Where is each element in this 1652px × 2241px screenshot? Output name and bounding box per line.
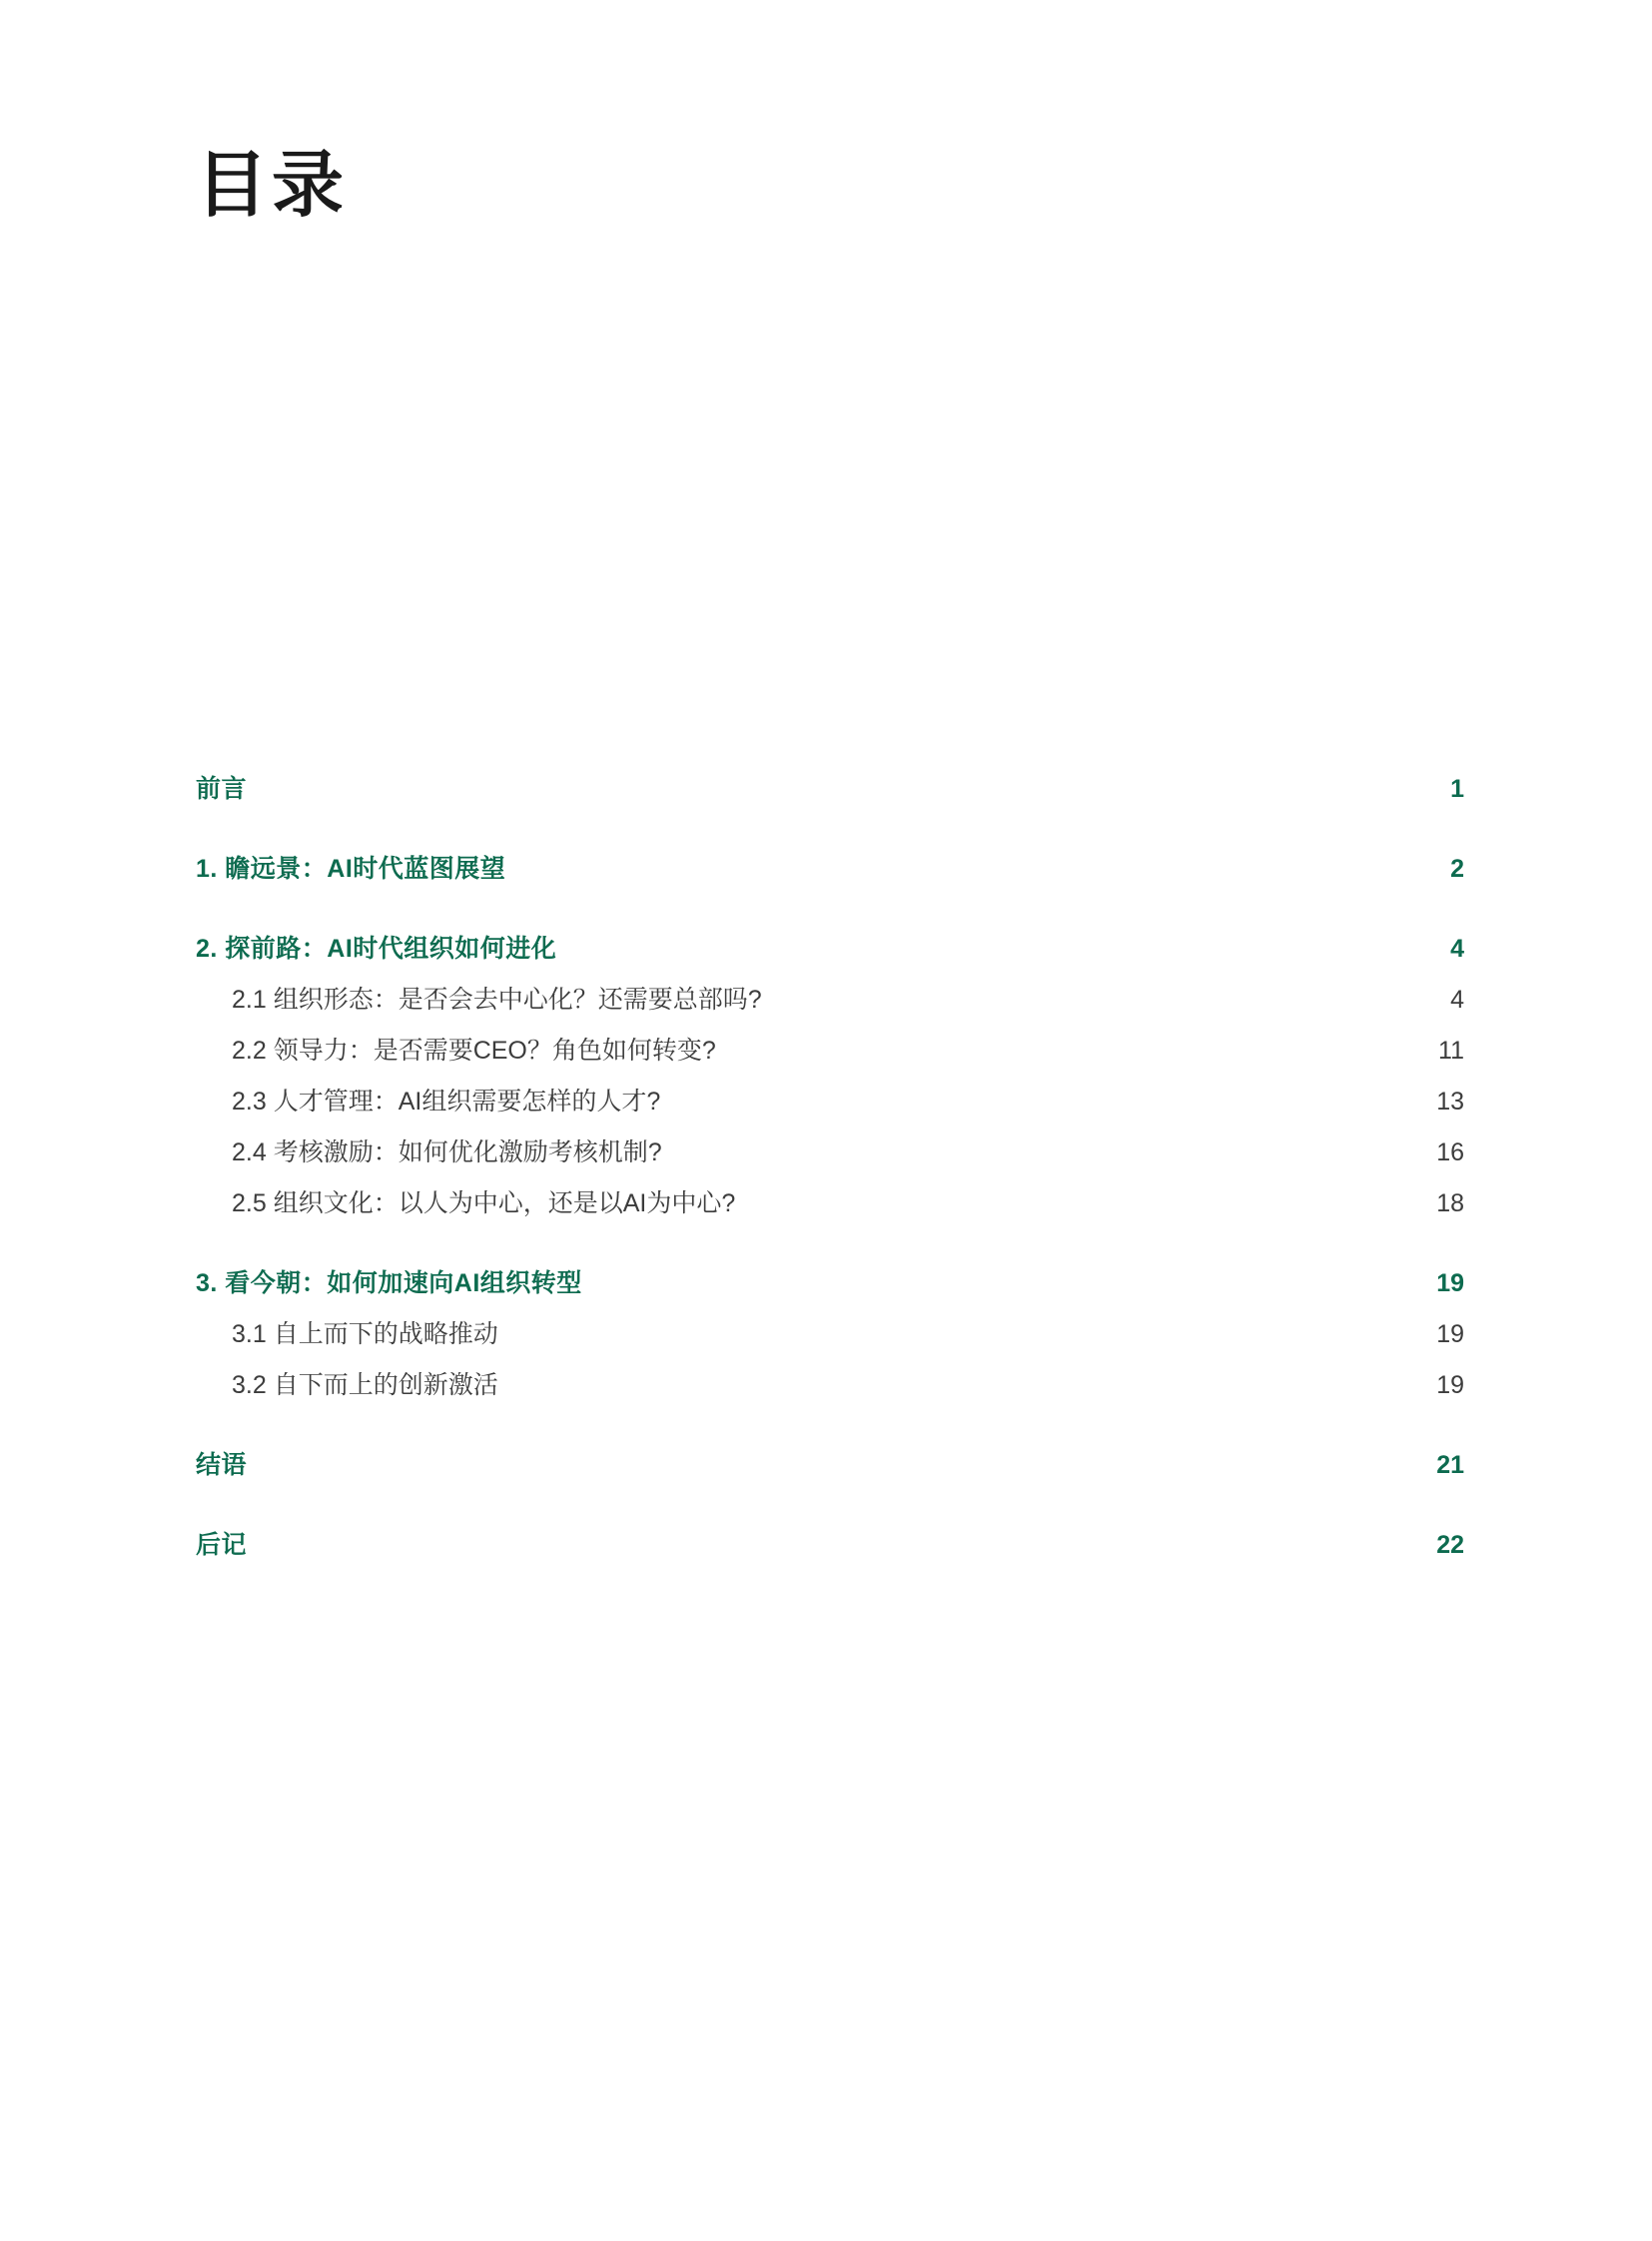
toc-entry-page-number: 4 <box>1450 986 1464 1014</box>
toc-subentry[interactable] <box>196 1082 1464 1118</box>
toc-entry-label: 2.4 考核激励：如何优化激励考核机制? <box>232 1138 662 1166</box>
toc-entry-page-number: 4 <box>1450 935 1464 963</box>
toc-entry[interactable] <box>196 1525 1464 1561</box>
toc-entry-page-number: 18 <box>1436 1189 1464 1217</box>
toc-entry-label: 2.3 人才管理：AI组织需要怎样的人才? <box>232 1088 661 1116</box>
toc-entry-label: 2.1 组织形态：是否会去中心化？还需要总部吗? <box>232 986 762 1014</box>
toc-entry-label: 3. 看今朝：如何加速向AI组织转型 <box>196 1269 582 1297</box>
toc-entry-page-number: 21 <box>1436 1451 1464 1479</box>
toc-entry-label: 1. 瞻远景：AI时代蓝图展望 <box>196 855 506 883</box>
page-title: 目录 <box>196 146 349 226</box>
toc-entry-page-number: 11 <box>1438 1037 1464 1065</box>
toc-entry-label: 前言 <box>196 775 248 803</box>
toc-entry-label: 2.5 组织文化：以人为中心，还是以AI为中心? <box>232 1189 736 1217</box>
toc-entry-label: 2.2 领导力：是否需要CEO？角色如何转变? <box>232 1037 716 1065</box>
toc-entry-label: 结语 <box>196 1451 248 1479</box>
toc-entry-page-number: 22 <box>1436 1531 1464 1559</box>
table-of-contents <box>196 769 1464 1561</box>
toc-entry[interactable] <box>196 1445 1464 1481</box>
toc-entry-label: 后记 <box>196 1531 248 1559</box>
toc-subentry[interactable] <box>196 1365 1464 1401</box>
toc-subentry[interactable] <box>196 1132 1464 1168</box>
toc-entry-page-number: 13 <box>1436 1088 1464 1116</box>
toc-entry-label: 3.2 自下而上的创新激活 <box>232 1371 498 1399</box>
toc-entry[interactable] <box>196 849 1464 885</box>
toc-subentry[interactable] <box>196 1183 1464 1219</box>
toc-entry-page-number: 19 <box>1436 1320 1464 1348</box>
toc-entry-page-number: 19 <box>1436 1269 1464 1297</box>
toc-entry-page-number: 2 <box>1450 855 1464 883</box>
toc-subentry[interactable] <box>196 980 1464 1016</box>
toc-entry-label: 2. 探前路：AI时代组织如何进化 <box>196 935 557 963</box>
toc-entry-page-number: 19 <box>1436 1371 1464 1399</box>
toc-subentry[interactable] <box>196 1314 1464 1350</box>
toc-entry-page-number: 1 <box>1450 775 1464 803</box>
toc-entry[interactable] <box>196 929 1464 965</box>
toc-entry-label: 3.1 自上而下的战略推动 <box>232 1320 498 1348</box>
toc-subentry[interactable] <box>196 1031 1464 1067</box>
toc-entry-page-number: 16 <box>1436 1138 1464 1166</box>
toc-entry[interactable] <box>196 1263 1464 1299</box>
toc-entry[interactable] <box>196 769 1464 805</box>
